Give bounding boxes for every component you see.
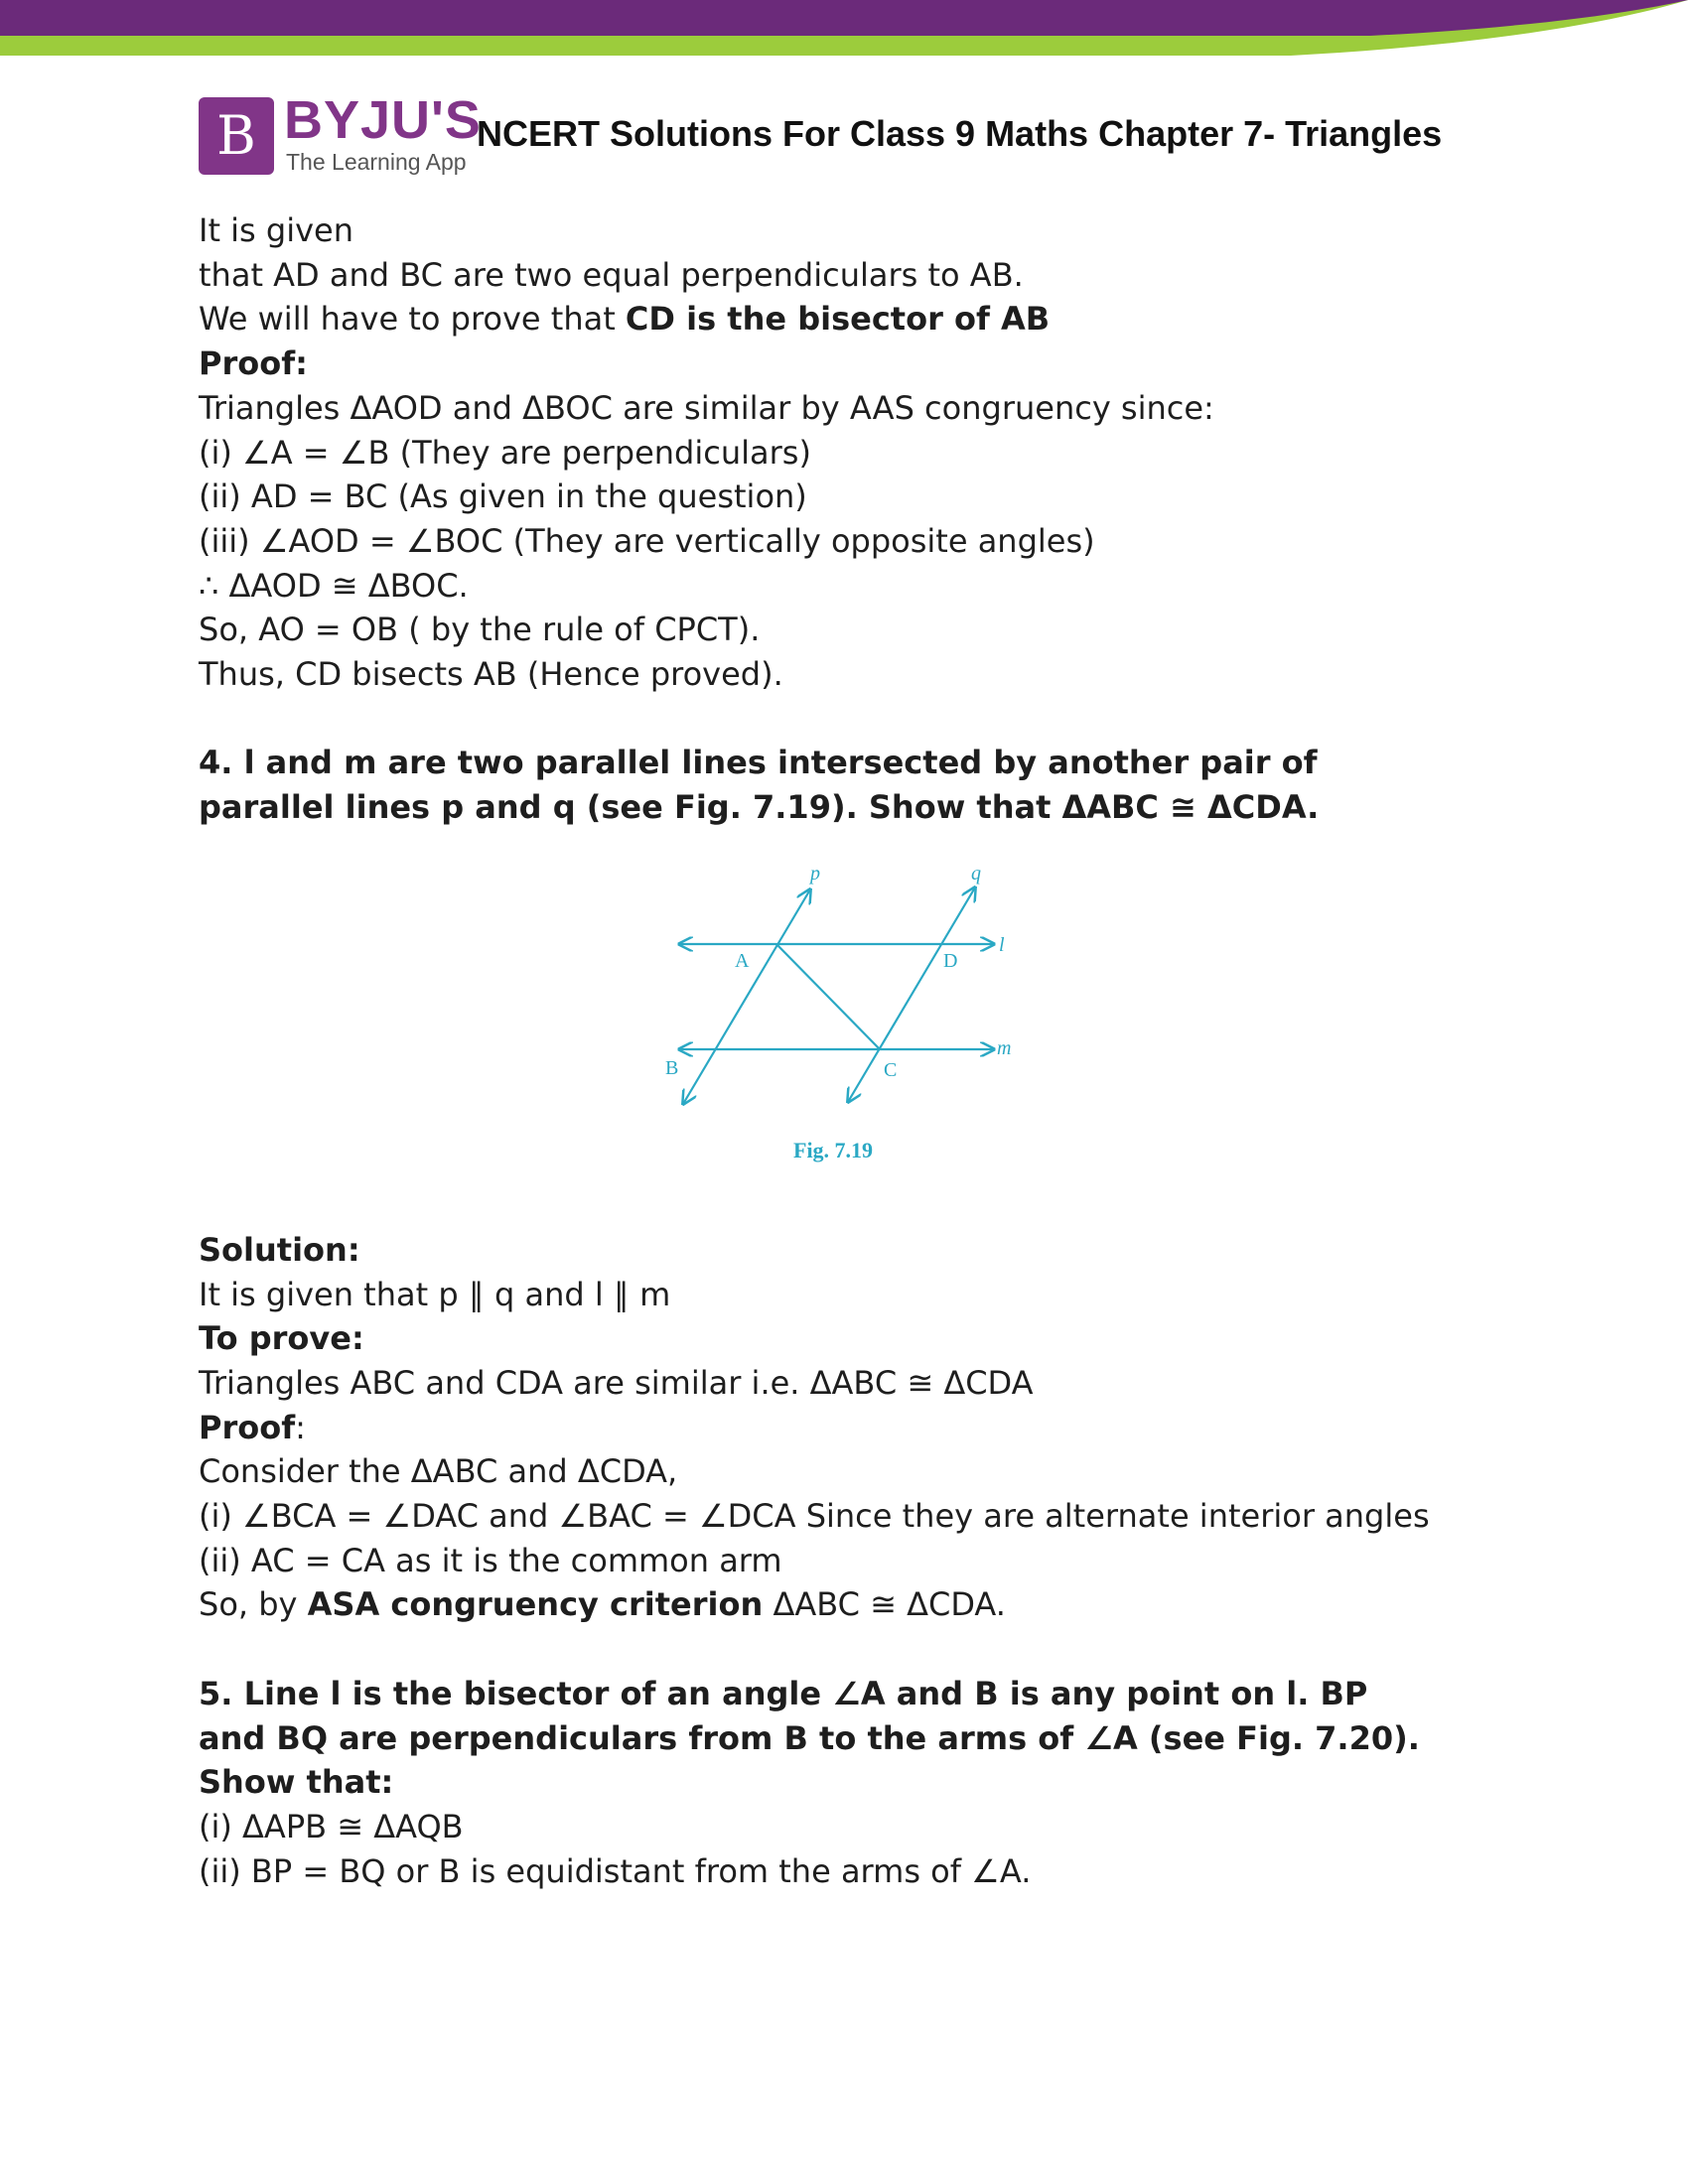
text-line: Triangles ΔAOD and ΔBOC are similar by AAS congruency since:: [199, 388, 1214, 427]
text-line: Triangles ABC and CDA are similar i.e. ΔABC ≅ ΔCDA: [199, 1363, 1034, 1402]
to-prove-label: To prove:: [199, 1319, 364, 1358]
label-a: A: [735, 950, 750, 972]
text-line: Consider the ΔABC and ΔCDA,: [199, 1452, 678, 1491]
text-line: (i) ∠BCA = ∠DAC and ∠BAC = ∠DCA Since they are alternate interior angles: [199, 1497, 1430, 1536]
text-line: We will have to prove that CD is the bisector of AB: [199, 300, 1051, 339]
line-q: [848, 887, 975, 1102]
label-d: D: [943, 950, 958, 972]
solution-label: Solution:: [199, 1230, 360, 1269]
text-line: (i) ΔAPB ≅ ΔAQB: [199, 1807, 464, 1845]
brand-tagline: The Learning App: [286, 149, 467, 175]
brand-name: BYJU'S: [284, 90, 482, 150]
proof-label: Proof:: [199, 1408, 306, 1446]
text-line: (ii) AD = BC (As given in the question): [199, 478, 807, 516]
text-line: So, by ASA congruency criterion ΔABC ≅ ΔCDA.: [199, 1585, 1006, 1624]
text-line: (ii) AC = CA as it is the common arm: [199, 1541, 782, 1579]
byjus-logo-icon: B: [199, 97, 274, 175]
line-p: [683, 889, 810, 1104]
figure-7-19: [663, 856, 1021, 1173]
label-m: m: [997, 1037, 1012, 1059]
question-4: 4. l and m are two parallel lines intersected by another pair of: [199, 744, 1318, 782]
label-q: q: [971, 863, 981, 885]
text-line: Thus, CD bisects AB (Hence proved).: [199, 655, 783, 694]
question-5: and BQ are perpendiculars from B to the arms of ∠A (see Fig. 7.20).: [199, 1718, 1420, 1757]
text-line: It is given that p ∥ q and l ∥ m: [199, 1275, 671, 1313]
segment-ac: [776, 944, 880, 1049]
question-5: 5. Line l is the bisector of an angle ∠A and B is any point on l. BP: [199, 1674, 1368, 1712]
top-decorative-band: [0, 0, 1688, 60]
text-line: So, AO = OB ( by the rule of CPCT).: [199, 611, 761, 649]
question-5: Show that:: [199, 1763, 394, 1802]
text-line: ∴ ΔAOD ≅ ΔBOC.: [199, 566, 469, 605]
label-c: C: [884, 1059, 898, 1081]
text-line: (ii) BP = BQ or B is equidistant from the arms of ∠A.: [199, 1851, 1032, 1890]
proof-label: Proof:: [199, 344, 308, 383]
label-b: B: [665, 1057, 679, 1079]
text-line: (iii) ∠AOD = ∠BOC (They are vertically opposite angles): [199, 521, 1095, 560]
figure-caption: Fig. 7.19: [793, 1138, 874, 1162]
question-4: parallel lines p and q (see Fig. 7.19). Show that ΔABC ≅ ΔCDA.: [199, 788, 1320, 827]
label-p: p: [810, 863, 820, 885]
label-l: l: [999, 934, 1005, 956]
document-title: NCERT Solutions For Class 9 Maths Chapter 7- Triangles: [477, 113, 1443, 154]
text-line: that AD and BC are two equal perpendiculars to AB.: [199, 255, 1024, 294]
page-header: [199, 90, 1529, 179]
text-line: It is given: [199, 211, 353, 249]
text-line: (i) ∠A = ∠B (They are perpendiculars): [199, 433, 811, 472]
